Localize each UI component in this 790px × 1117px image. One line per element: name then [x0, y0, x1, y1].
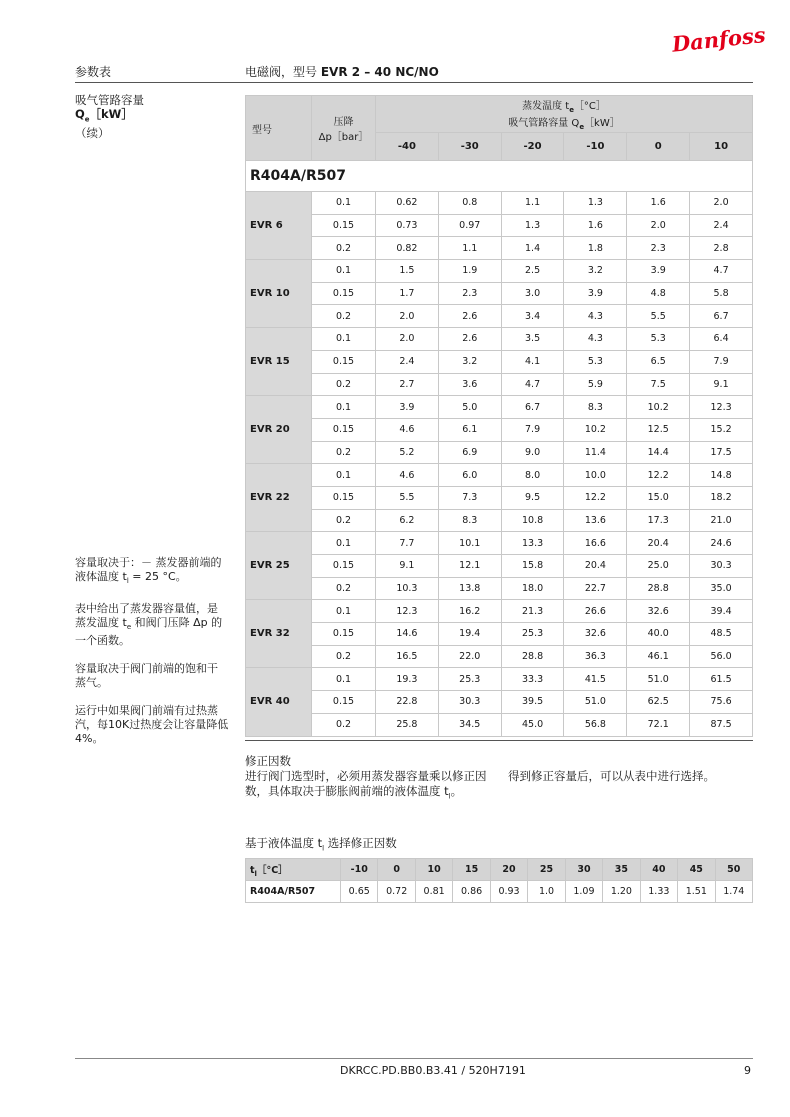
- dp-cell: 0.1: [312, 328, 376, 351]
- capacity-cell: 1.6: [627, 192, 690, 215]
- capacity-cell: 2.0: [376, 328, 439, 351]
- capacity-cell: 36.3: [564, 645, 627, 668]
- capacity-cell: 0.8: [438, 192, 501, 215]
- capacity-cell: 24.6: [690, 532, 753, 555]
- capacity-cell: 0.62: [376, 192, 439, 215]
- capacity-cell: 10.2: [564, 418, 627, 441]
- capacity-cell: 2.0: [376, 305, 439, 328]
- capacity-cell: 1.4: [501, 237, 564, 260]
- capacity-cell: 1.3: [564, 192, 627, 215]
- capacity-cell: 6.0: [438, 464, 501, 487]
- capacity-cell: 28.8: [501, 645, 564, 668]
- note-saturated: 容量取决于阀门前端的饱和干 蒸气。: [75, 662, 218, 690]
- model-cell: EVR 22: [246, 464, 312, 532]
- capacity-cell: 2.3: [627, 237, 690, 260]
- capacity-cell: 13.6: [564, 509, 627, 532]
- model-cell: EVR 6: [246, 192, 312, 260]
- capacity-cell: 56.0: [690, 645, 753, 668]
- capacity-cell: 33.3: [501, 668, 564, 691]
- liquid-temp-col-header: 10: [415, 859, 452, 881]
- dp-cell: 0.2: [312, 509, 376, 532]
- capacity-cell: 5.5: [376, 486, 439, 509]
- capacity-cell: 17.5: [690, 441, 753, 464]
- correction-factor-cell: 1.0: [528, 881, 565, 903]
- capacity-cell: 3.6: [438, 373, 501, 396]
- dp-cell: 0.2: [312, 305, 376, 328]
- liquid-temp-col-header: 35: [603, 859, 640, 881]
- capacity-cell: 26.6: [564, 600, 627, 623]
- capacity-cell: 7.9: [501, 418, 564, 441]
- capacity-cell: 8.0: [501, 464, 564, 487]
- capacity-cell: 13.8: [438, 577, 501, 600]
- capacity-cell: 61.5: [690, 668, 753, 691]
- capacity-cell: 3.0: [501, 282, 564, 305]
- liquid-temp-col-header: -10: [341, 859, 378, 881]
- dp-cell: 0.1: [312, 192, 376, 215]
- note-function: 表中给出了蒸发器容量值，是 蒸发温度 $t_e$ 和阀门压降 Δp 的 一个函数。: [75, 602, 223, 648]
- page-title: 电磁阀，型号 EVR 2 – 40 NC/NO: [245, 65, 439, 79]
- capacity-cell: 0.82: [376, 237, 439, 260]
- correction-factor-cell: 1.51: [678, 881, 715, 903]
- capacity-cell: 21.0: [690, 509, 753, 532]
- correction-factor-cell: 1.09: [565, 881, 602, 903]
- correction-factor-cell: 1.20: [603, 881, 640, 903]
- dp-cell: 0.1: [312, 396, 376, 419]
- capacity-cell: 1.8: [564, 237, 627, 260]
- table-row: [246, 350, 753, 373]
- capacity-cell: 16.5: [376, 645, 439, 668]
- table-row: [246, 373, 753, 396]
- capacity-cell: 5.2: [376, 441, 439, 464]
- capacity-cell: 25.8: [376, 713, 439, 736]
- capacity-cell: 3.9: [627, 260, 690, 283]
- dp-cell: 0.2: [312, 373, 376, 396]
- refrigerant-label: R404A/R507: [246, 161, 753, 192]
- model-cell: EVR 20: [246, 396, 312, 464]
- table-row: [246, 328, 753, 351]
- capacity-cell: 51.0: [627, 668, 690, 691]
- dp-cell: 0.2: [312, 645, 376, 668]
- capacity-cell: 4.6: [376, 418, 439, 441]
- capacity-cell: 87.5: [690, 713, 753, 736]
- capacity-cell: 10.8: [501, 509, 564, 532]
- dp-cell: 0.2: [312, 441, 376, 464]
- col-liquid-temp-header: $t_l[^\circ C]$: [246, 859, 341, 881]
- capacity-cell: 12.5: [627, 418, 690, 441]
- table-row: [246, 623, 753, 646]
- capacity-cell: 72.1: [627, 713, 690, 736]
- correction-factor-cell: 0.86: [453, 881, 490, 903]
- page-number: 9: [744, 1064, 751, 1077]
- capacity-cell: 45.0: [501, 713, 564, 736]
- capacity-cell: 10.2: [627, 396, 690, 419]
- correction-factor-row: [246, 881, 753, 903]
- liquid-temp-col-header: 25: [528, 859, 565, 881]
- col-temp-header: 蒸发温度 $t_e[^\circ C]$ 吸气管路容量 $Q_e[kW]$: [376, 96, 753, 133]
- liquid-temp-col-header: 15: [453, 859, 490, 881]
- capacity-cell: 17.3: [627, 509, 690, 532]
- section-divider: [245, 740, 753, 741]
- capacity-cell: 1.5: [376, 260, 439, 283]
- capacity-cell: 14.6: [376, 623, 439, 646]
- capacity-cell: 41.5: [564, 668, 627, 691]
- capacity-cell: 3.2: [564, 260, 627, 283]
- capacity-cell: 9.5: [501, 486, 564, 509]
- capacity-cell: 12.2: [564, 486, 627, 509]
- footer-divider: [75, 1058, 753, 1059]
- correction-select-title: 基于液体温度 $t_l$ 选择修正因数: [245, 836, 397, 853]
- dp-cell: 0.2: [312, 577, 376, 600]
- correction-row-label: R404A/R507: [246, 881, 341, 903]
- capacity-cell: 10.3: [376, 577, 439, 600]
- capacity-cell: 18.0: [501, 577, 564, 600]
- capacity-cell: 8.3: [564, 396, 627, 419]
- capacity-cell: 4.3: [564, 305, 627, 328]
- note-liquid-temp: 容量取决于：－ 蒸发器前端的 液体温度 $t_l = 25$ °C。: [75, 556, 222, 586]
- capacity-cell: 2.3: [438, 282, 501, 305]
- capacity-cell: 5.3: [564, 350, 627, 373]
- capacity-cell: 6.9: [438, 441, 501, 464]
- capacity-cell: 12.3: [376, 600, 439, 623]
- document-code: DKRCC.PD.BB0.B3.41 / 520H7191: [340, 1064, 526, 1077]
- table-row: [246, 237, 753, 260]
- capacity-cell: 4.7: [690, 260, 753, 283]
- capacity-cell: 2.5: [501, 260, 564, 283]
- correction-header-row: [246, 859, 753, 881]
- capacity-cell: 34.5: [438, 713, 501, 736]
- capacity-cell: 12.2: [627, 464, 690, 487]
- model-cell: EVR 15: [246, 328, 312, 396]
- liquid-temp-col-header: 20: [490, 859, 527, 881]
- model-cell: EVR 40: [246, 668, 312, 736]
- capacity-cell: 11.4: [564, 441, 627, 464]
- capacity-cell: 10.0: [564, 464, 627, 487]
- capacity-cell: 32.6: [564, 623, 627, 646]
- svg-text:Danfoss: Danfoss: [670, 22, 767, 57]
- capacity-cell: 7.5: [627, 373, 690, 396]
- capacity-cell: 40.0: [627, 623, 690, 646]
- table-row: [246, 600, 753, 623]
- capacity-cell: 62.5: [627, 691, 690, 714]
- capacity-cell: 3.5: [501, 328, 564, 351]
- capacity-cell: 51.0: [564, 691, 627, 714]
- capacity-cell: 30.3: [690, 555, 753, 578]
- dp-cell: 0.2: [312, 713, 376, 736]
- dp-cell: 0.1: [312, 600, 376, 623]
- liquid-temp-col-header: 50: [715, 859, 752, 881]
- dp-cell: 0.15: [312, 623, 376, 646]
- capacity-cell: 6.4: [690, 328, 753, 351]
- correction-table: [245, 858, 753, 903]
- dp-cell: 0.15: [312, 555, 376, 578]
- capacity-cell: 20.4: [627, 532, 690, 555]
- correction-factor-cell: 0.72: [378, 881, 415, 903]
- dp-cell: 0.1: [312, 668, 376, 691]
- dp-cell: 0.15: [312, 282, 376, 305]
- dp-cell: 0.15: [312, 486, 376, 509]
- table-row: [246, 532, 753, 555]
- section-label: 参数表: [75, 65, 112, 79]
- table-row: [246, 396, 753, 419]
- note-superheat: 运行中如果阀门前端有过热蒸 汽，每10K过热度会让容量降低 4%。: [75, 704, 229, 746]
- dp-cell: 0.15: [312, 418, 376, 441]
- capacity-cell: 20.4: [564, 555, 627, 578]
- dp-cell: 0.1: [312, 260, 376, 283]
- capacity-cell: 1.1: [501, 192, 564, 215]
- capacity-cell: 4.8: [627, 282, 690, 305]
- dp-cell: 0.15: [312, 350, 376, 373]
- capacity-cell: 6.1: [438, 418, 501, 441]
- side-heading: 吸气管路容量 $Q_e[kW]$ （续）: [75, 93, 144, 141]
- capacity-cell: 7.9: [690, 350, 753, 373]
- dp-cell: 0.2: [312, 237, 376, 260]
- capacity-cell: 1.3: [501, 214, 564, 237]
- table-row: [246, 305, 753, 328]
- capacity-cell: 16.6: [564, 532, 627, 555]
- capacity-cell: 7.7: [376, 532, 439, 555]
- capacity-cell: 16.2: [438, 600, 501, 623]
- capacity-cell: 0.97: [438, 214, 501, 237]
- correction-factor-cell: 1.74: [715, 881, 752, 903]
- capacity-cell: 9.1: [690, 373, 753, 396]
- capacity-cell: 15.2: [690, 418, 753, 441]
- capacity-cell: 3.2: [438, 350, 501, 373]
- correction-factor-cell: 0.81: [415, 881, 452, 903]
- table-row: [246, 577, 753, 600]
- capacity-cell: 25.3: [501, 623, 564, 646]
- capacity-cell: 32.6: [627, 600, 690, 623]
- capacity-cell: 5.8: [690, 282, 753, 305]
- liquid-temp-col-header: 40: [640, 859, 677, 881]
- capacity-cell: 4.6: [376, 464, 439, 487]
- temp-col-header: -10: [564, 133, 627, 161]
- capacity-cell: 3.4: [501, 305, 564, 328]
- dp-cell: 0.15: [312, 214, 376, 237]
- capacity-cell: 4.1: [501, 350, 564, 373]
- capacity-table: [245, 95, 753, 737]
- dp-cell: 0.15: [312, 691, 376, 714]
- capacity-cell: 48.5: [690, 623, 753, 646]
- model-cell: EVR 10: [246, 260, 312, 328]
- capacity-cell: 2.6: [438, 305, 501, 328]
- capacity-cell: 1.1: [438, 237, 501, 260]
- temp-col-header: -20: [501, 133, 564, 161]
- table-row: [246, 214, 753, 237]
- col-dp-header: 压降 Δp［bar］: [312, 96, 376, 161]
- capacity-cell: 4.3: [564, 328, 627, 351]
- correction-text-right: 得到修正容量后，可以从表中进行选择。: [508, 769, 715, 783]
- capacity-cell: 15.0: [627, 486, 690, 509]
- table-row: [246, 418, 753, 441]
- correction-factor-cell: 0.93: [490, 881, 527, 903]
- capacity-cell: 2.0: [627, 214, 690, 237]
- capacity-cell: 5.3: [627, 328, 690, 351]
- capacity-cell: 22.7: [564, 577, 627, 600]
- capacity-cell: 2.4: [376, 350, 439, 373]
- capacity-cell: 14.8: [690, 464, 753, 487]
- correction-text-1: 进行阀门选型时，必须用蒸发器容量乘以修正因: [245, 769, 487, 783]
- correction-factor-cell: 0.65: [341, 881, 378, 903]
- table-row: [246, 260, 753, 283]
- table-row: [246, 441, 753, 464]
- correction-factor-cell: 1.33: [640, 881, 677, 903]
- capacity-cell: 56.8: [564, 713, 627, 736]
- table-row: [246, 555, 753, 578]
- dp-cell: 0.1: [312, 532, 376, 555]
- danfoss-logo: [668, 22, 767, 58]
- capacity-cell: 12.1: [438, 555, 501, 578]
- temp-col-header: 0: [627, 133, 690, 161]
- capacity-cell: 30.3: [438, 691, 501, 714]
- capacity-cell: 7.3: [438, 486, 501, 509]
- capacity-cell: 10.1: [438, 532, 501, 555]
- capacity-cell: 9.1: [376, 555, 439, 578]
- temp-col-header: 10: [690, 133, 753, 161]
- table-row: [246, 691, 753, 714]
- table-row: [246, 713, 753, 736]
- table-row: [246, 486, 753, 509]
- capacity-cell: 15.8: [501, 555, 564, 578]
- capacity-cell: 9.0: [501, 441, 564, 464]
- model-cell: EVR 32: [246, 600, 312, 668]
- dp-cell: 0.1: [312, 464, 376, 487]
- capacity-cell: 6.5: [627, 350, 690, 373]
- model-cell: EVR 25: [246, 532, 312, 600]
- capacity-cell: 19.3: [376, 668, 439, 691]
- liquid-temp-col-header: 0: [378, 859, 415, 881]
- capacity-cell: 3.9: [376, 396, 439, 419]
- capacity-cell: 25.3: [438, 668, 501, 691]
- capacity-cell: 1.7: [376, 282, 439, 305]
- capacity-cell: 1.6: [564, 214, 627, 237]
- capacity-cell: 46.1: [627, 645, 690, 668]
- capacity-cell: 2.8: [690, 237, 753, 260]
- capacity-cell: 8.3: [438, 509, 501, 532]
- capacity-cell: 75.6: [690, 691, 753, 714]
- capacity-cell: 1.9: [438, 260, 501, 283]
- side-notes: [75, 556, 235, 760]
- capacity-cell: 12.3: [690, 396, 753, 419]
- capacity-cell: 5.0: [438, 396, 501, 419]
- capacity-cell: 35.0: [690, 577, 753, 600]
- capacity-cell: 3.9: [564, 282, 627, 305]
- capacity-cell: 5.5: [627, 305, 690, 328]
- capacity-cell: 22.0: [438, 645, 501, 668]
- table-row: [246, 192, 753, 215]
- capacity-cell: 2.0: [690, 192, 753, 215]
- capacity-cell: 6.7: [690, 305, 753, 328]
- capacity-cell: 28.8: [627, 577, 690, 600]
- capacity-cell: 2.6: [438, 328, 501, 351]
- table-row: [246, 464, 753, 487]
- capacity-cell: 4.7: [501, 373, 564, 396]
- capacity-cell: 19.4: [438, 623, 501, 646]
- capacity-cell: 13.3: [501, 532, 564, 555]
- capacity-cell: 2.4: [690, 214, 753, 237]
- capacity-cell: 6.2: [376, 509, 439, 532]
- header-divider: [75, 82, 753, 83]
- table-row: [246, 509, 753, 532]
- table-row: [246, 668, 753, 691]
- table-row: [246, 645, 753, 668]
- capacity-cell: 39.4: [690, 600, 753, 623]
- table-row: [246, 282, 753, 305]
- col-model-header: 型号: [246, 96, 312, 161]
- correction-title: 修正因数: [245, 754, 291, 768]
- capacity-cell: 14.4: [627, 441, 690, 464]
- capacity-cell: 39.5: [501, 691, 564, 714]
- capacity-cell: 25.0: [627, 555, 690, 578]
- correction-text-2: 数，具体取决于膨胀阀前端的液体温度 $t_l$。: [245, 784, 463, 801]
- capacity-cell: 2.7: [376, 373, 439, 396]
- liquid-temp-col-header: 45: [678, 859, 715, 881]
- capacity-cell: 18.2: [690, 486, 753, 509]
- capacity-cell: 21.3: [501, 600, 564, 623]
- capacity-cell: 0.73: [376, 214, 439, 237]
- capacity-cell: 5.9: [564, 373, 627, 396]
- liquid-temp-col-header: 30: [565, 859, 602, 881]
- capacity-cell: 6.7: [501, 396, 564, 419]
- temp-col-header: -30: [438, 133, 501, 161]
- temp-col-header: -40: [376, 133, 439, 161]
- capacity-cell: 22.8: [376, 691, 439, 714]
